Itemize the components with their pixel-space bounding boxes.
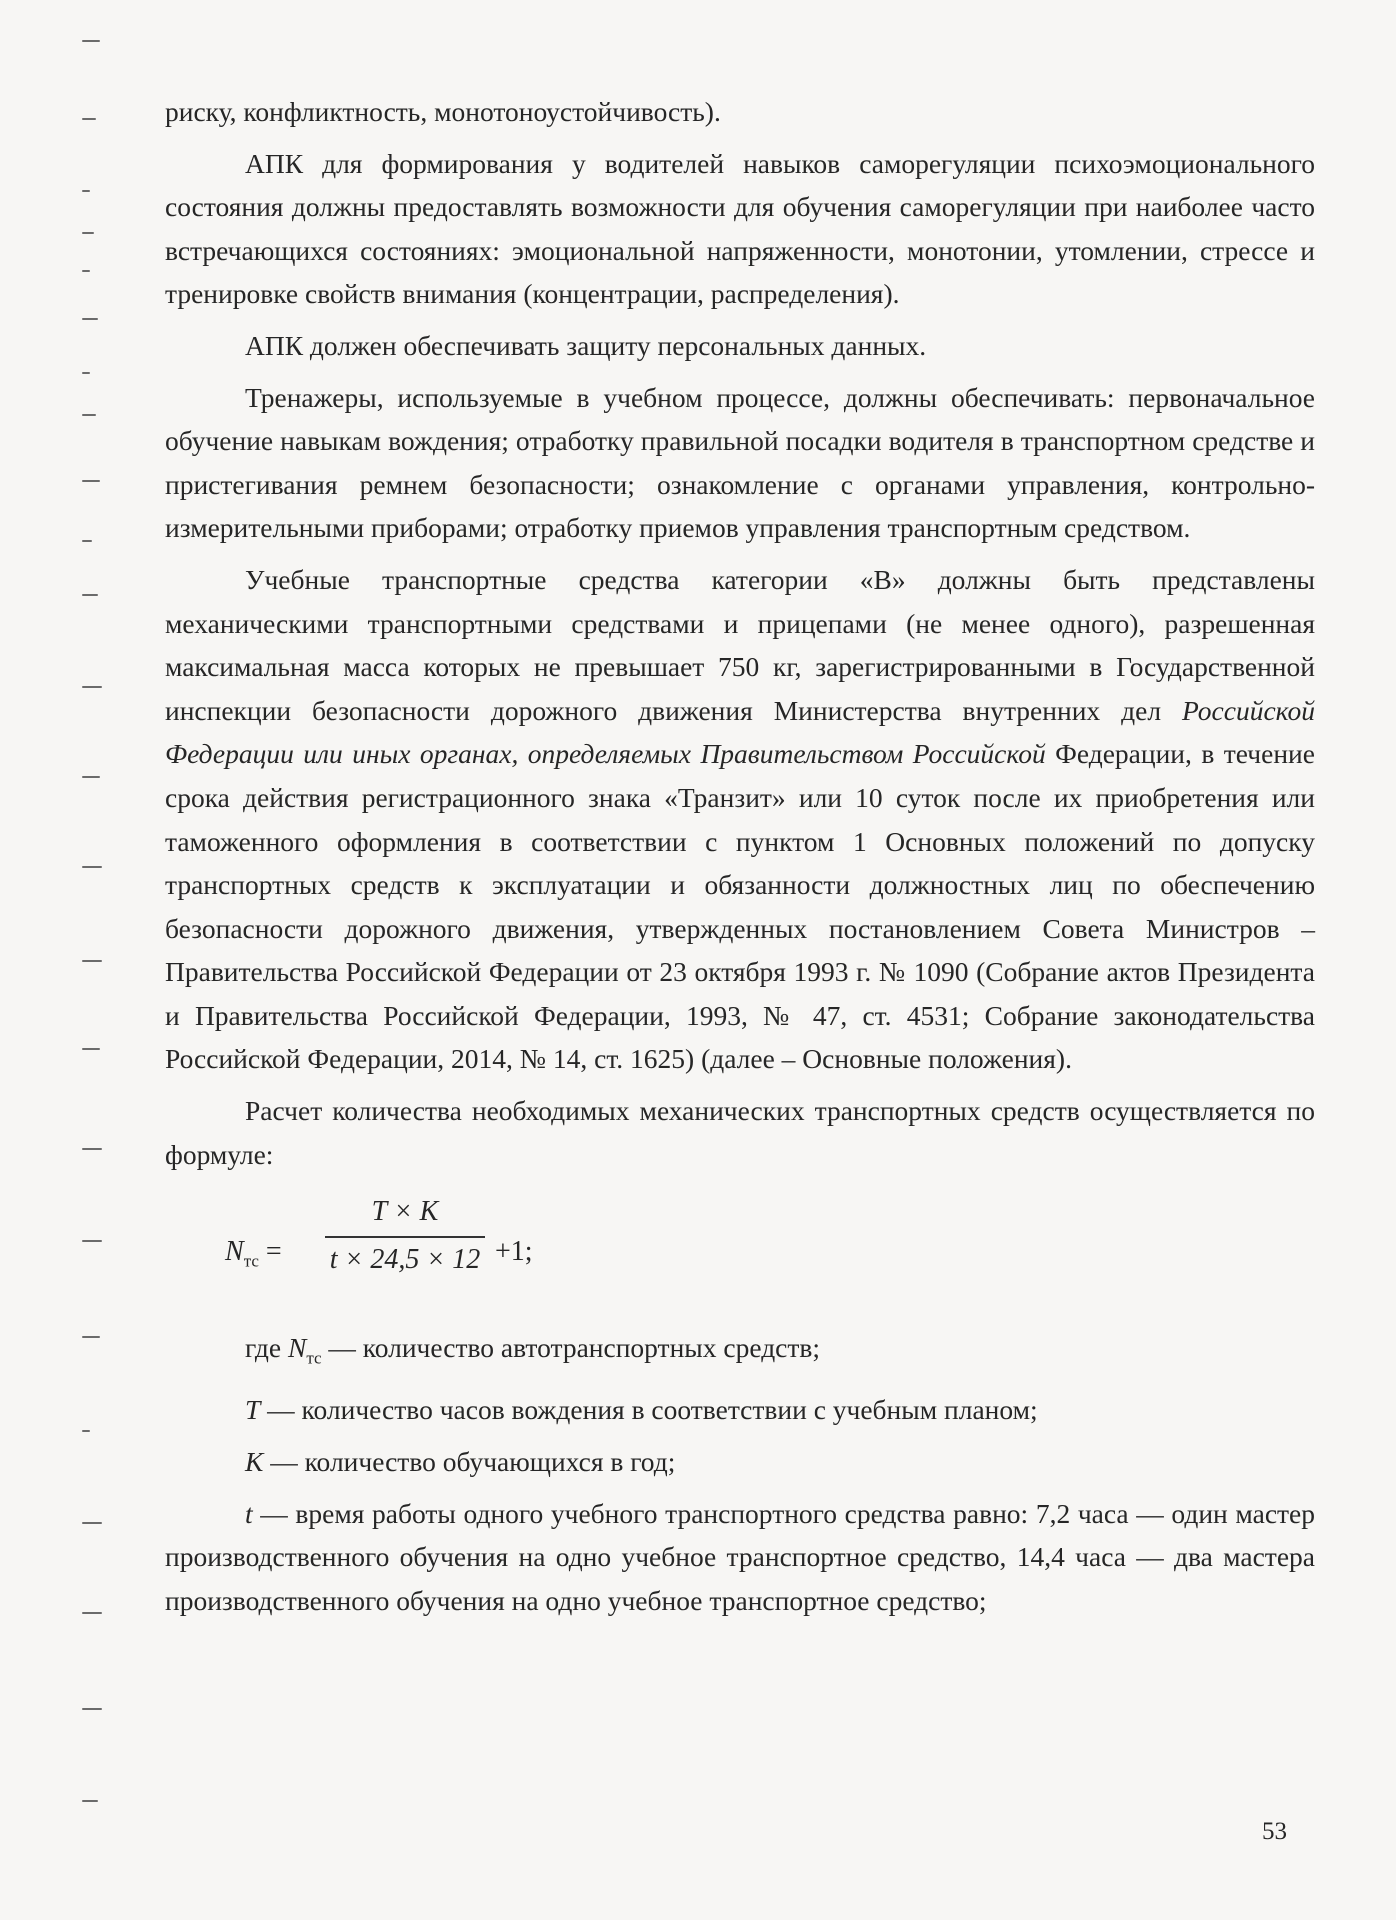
paragraph-3: АПК должен обеспечивать защиту персональных данных. — [245, 329, 927, 361]
formula-lhs: $N_{тс}$ = — [225, 1236, 282, 1271]
definition-k: K — количество обучающихся в год; — [245, 1445, 676, 1477]
paragraph-5 — [165, 558, 1315, 1081]
paragraph-5-part-b: Федерации, в течение срока действия регистрационного знака «Транзит» или 10 суток после их приобретения или таможенного оформления в соответствии с пунктом 1 Основных положений по допуску транспортных средств к эксплуатации и обязанности должностных лиц по обеспечению безопасности дорожного движения, утвержденных постановлением Совета Министров – Правительства Российской Федерации от 23 октября 1993 г. № 1090 (Собрание актов Президента и Правительства Российской Федерации, 1993, № 47, ст. 4531; Собрание законодательства Российской Федерации, 2014, № 14, ст. 1625) (далее – Основные положения). — [165, 738, 1315, 1075]
binding-holes — [82, 0, 122, 1920]
formula-fraction — [325, 1192, 485, 1280]
formula-denominator: t × 24,5 × 12 — [329, 1243, 481, 1275]
paragraph-1: риску, конфликтность, монотоноустойчивость). — [165, 96, 721, 127]
formula-tail: +1; — [495, 1236, 533, 1268]
fraction-bar — [325, 1236, 485, 1238]
paragraph-6: Расчет количества необходимых механических транспортных средств осуществляется по формуле: — [165, 1095, 1315, 1170]
paragraph-5-italic: Российской Федерации или иных органах, определяемых Правительством Российской — [165, 694, 1315, 770]
definition-t-time: t — время работы одного учебного транспортного средства равно: 7,2 часа — один мастер производственного обучения на одно учебное транспортное средство, 14,4 часа — два мастера производственного обучения на одно учебное транспортное средство; — [165, 1497, 1315, 1616]
paragraph-2: АПК для формирования у водителей навыков саморегуляции психоэмоционального состояния должны предоставлять возможности для обучения саморегуляции при наиболее часто встречающихся состояниях: эмоциональной напряженности, монотонии, утомлении, стрессе и тренировке свойств внимания (концентрации, распределения). — [165, 147, 1315, 310]
page-number: 53 — [1262, 1818, 1287, 1845]
definition-t-hours: T — количество часов вождения в соответствии с учебным планом; — [245, 1394, 1038, 1426]
paragraph-5-part-a: Учебные транспортные средства категории «В» должны быть представлены механическими транспортными средствами и прицепами (не менее одного), разрешенная максимальная масса которых не превышает 750 кг, зарегистрированными в Государственной инспекции безопасности дорожного движения Министерства внутренних дел — [165, 563, 1315, 726]
definition-ntc: где $N_{тс}$ — количество автотранспортных средств; — [245, 1332, 821, 1368]
definitions — [165, 1326, 1315, 1622]
paragraph-4: Тренажеры, используемые в учебном процессе, должны обеспечивать: первоначальное обучение навыкам вождения; отработку правильной посадки водителя в транспортном средстве и пристегивания ремнем безопасности; ознакомление с органами управления, контрольно-измерительными приборами; отработку приемов управления транспортным средством. — [165, 381, 1315, 544]
body-text — [165, 90, 1315, 1622]
formula — [165, 1192, 1315, 1312]
formula-numerator: T × K — [371, 1196, 439, 1228]
